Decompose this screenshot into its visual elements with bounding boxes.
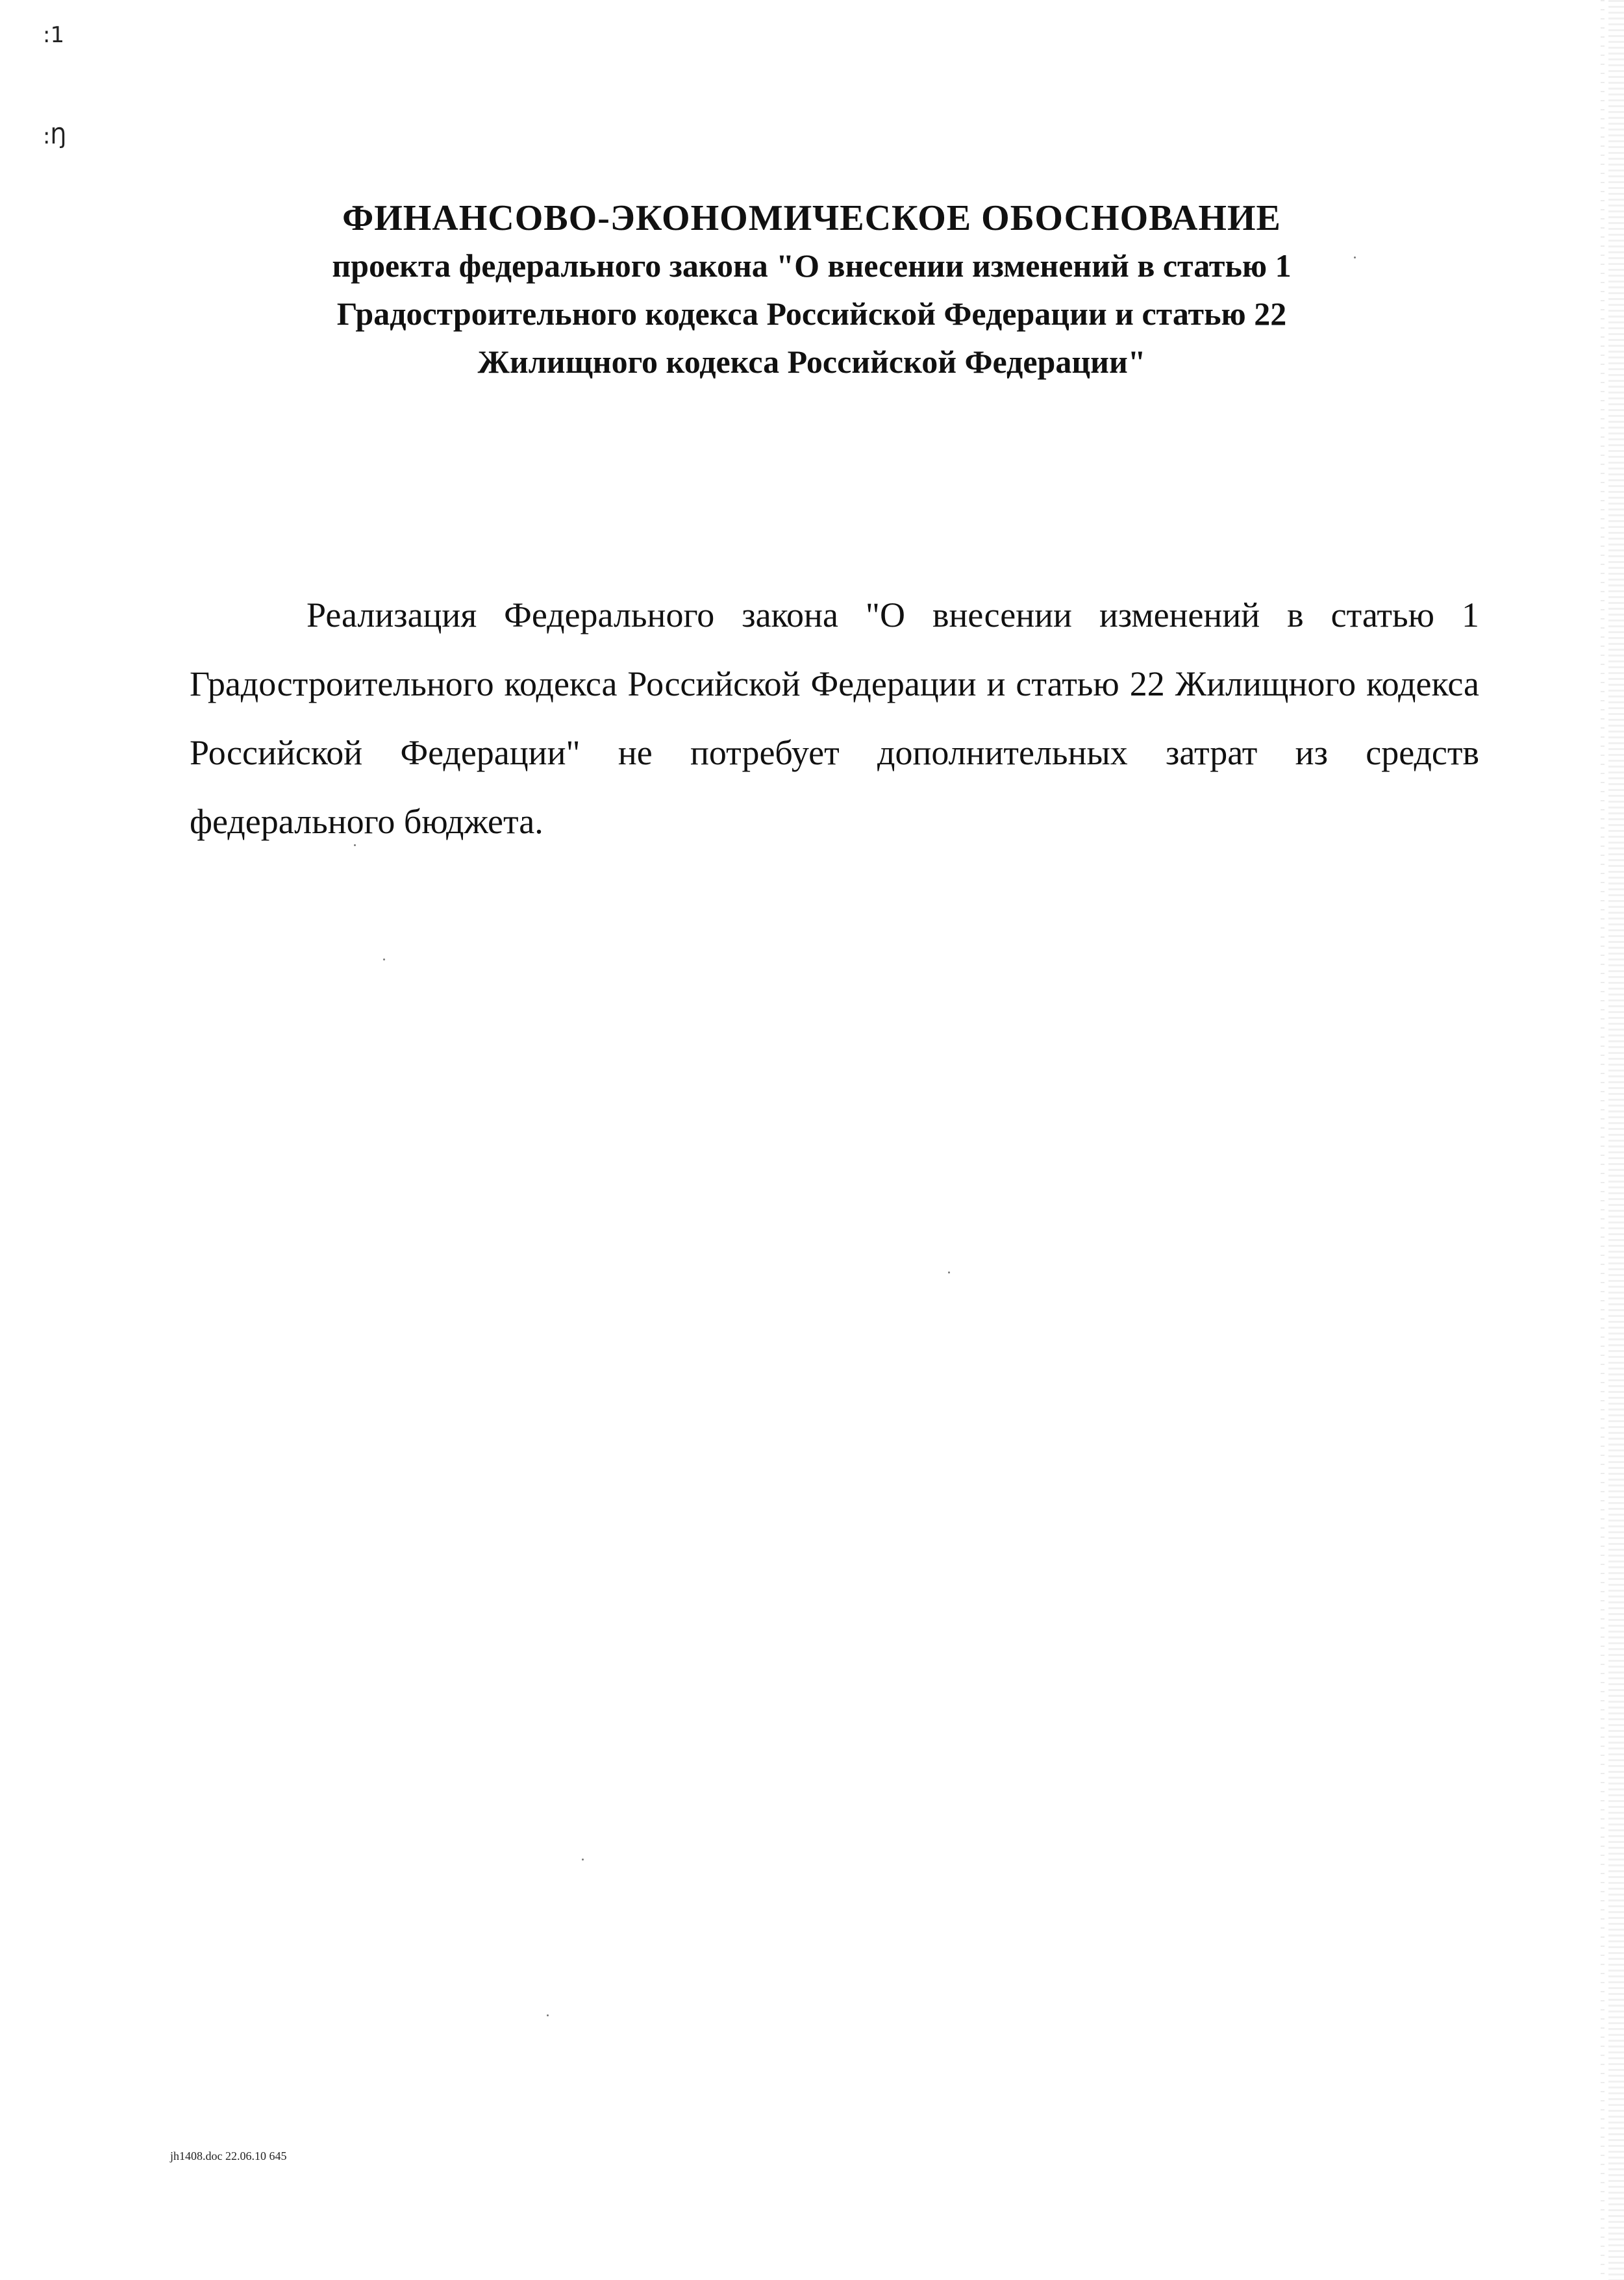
scan-edge-noise xyxy=(1608,0,1624,2280)
scan-speck xyxy=(547,2014,549,2016)
corner-mark-top: :1 xyxy=(43,22,65,48)
scan-speck xyxy=(383,958,385,960)
scan-speck xyxy=(1354,257,1356,258)
title-line-2: Градостроительного кодекса Российской Федерации и статью 22 xyxy=(336,295,1287,332)
document-title xyxy=(214,195,1409,386)
corner-mark-second: :Ŋ xyxy=(43,123,67,149)
scan-speck xyxy=(354,844,356,846)
body-paragraph: Реализация Федерального закона "О внесении изменений в статью 1 Градостроительного кодекса Российской Федерации и статью 22 Жилищного кодекса Российской Федерации" не потребует дополнительных затрат из средств федерального бюджета. xyxy=(190,595,1479,841)
scan-speck xyxy=(582,1859,584,1860)
title-line-1: проекта федерального закона "О внесении изменений в статью 1 xyxy=(332,247,1292,284)
title-line-3: Жилищного кодекса Российской Федерации" xyxy=(477,344,1146,380)
scan-edge-noise-inner xyxy=(1601,0,1605,2280)
scan-speck xyxy=(948,1272,950,1273)
title-heading: ФИНАНСОВО-ЭКОНОМИЧЕСКОЕ ОБОСНОВАНИЕ xyxy=(342,198,1281,238)
file-stamp: jh1408.doc 22.06.10 645 xyxy=(170,2149,287,2162)
